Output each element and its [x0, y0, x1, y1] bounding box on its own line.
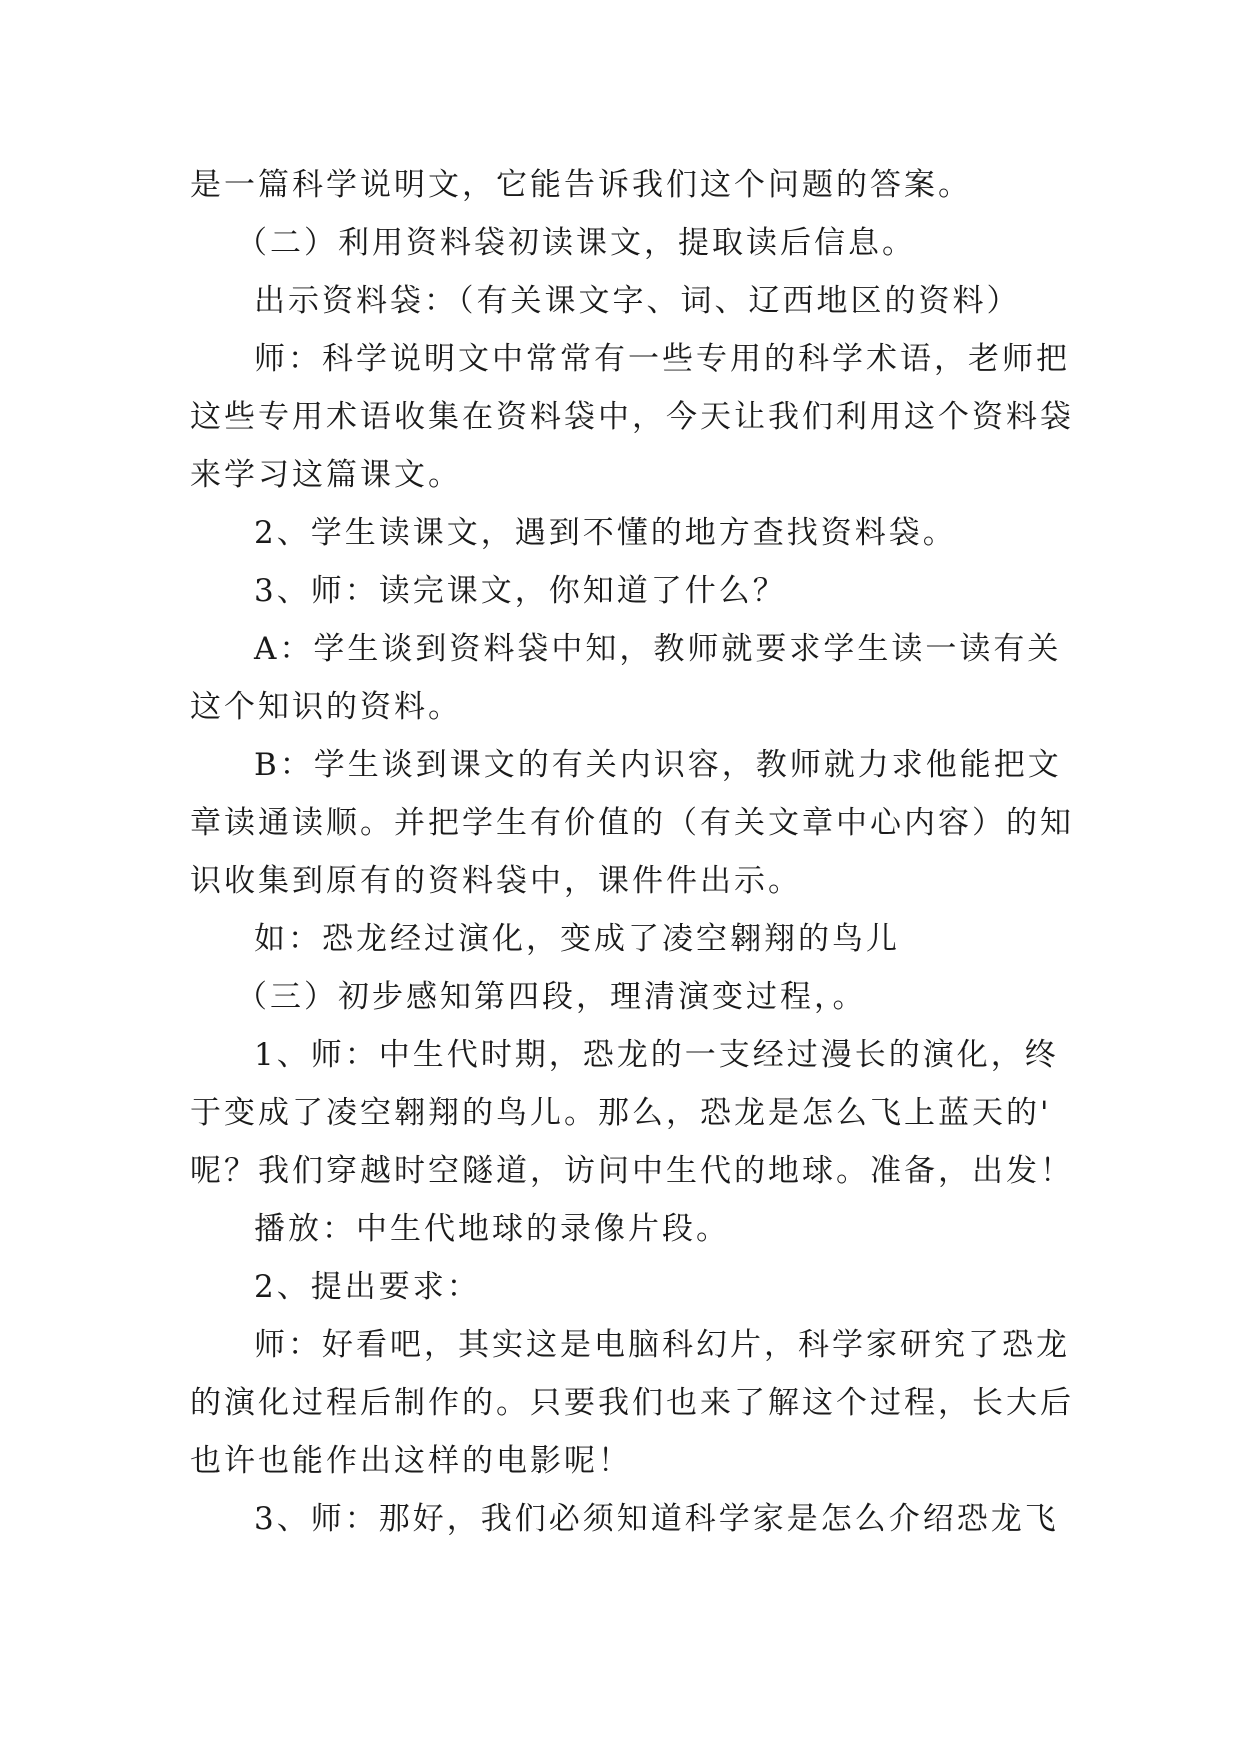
text-line: 3、师：读完课文，你知道了什么？: [254, 573, 787, 609]
text-line: 这个知识的资料。: [190, 689, 462, 725]
text-line: 1、师：中生代时期，恐龙的一支经过漫长的演化，终: [254, 1037, 1059, 1073]
section-heading: （二）利用资料袋初读课文，提取读后信息。: [236, 225, 916, 261]
text-line: 章读通读顺。并把学生有价值的（有关文章中心内容）的知: [190, 805, 1074, 841]
text-line: 识收集到原有的资料袋中，课件件出示。: [190, 863, 802, 899]
text-line: 播放：中生代地球的录像片段。: [254, 1211, 730, 1247]
text-line: A：学生谈到资料袋中知，教师就要求学生读一读有关: [254, 631, 1062, 667]
text-line: 呢？我们穿越时空隧道，访问中生代的地球。准备，出发！: [190, 1153, 1074, 1189]
text-line: 3、师：那好，我们必须知道科学家是怎么介绍恐龙飞: [254, 1501, 1059, 1537]
text-line: 如：恐龙经过演化，变成了凌空翱翔的鸟儿: [254, 921, 900, 957]
text-line: 2、学生读课文，遇到不懂的地方查找资料袋。: [254, 515, 957, 551]
text-line: 师：科学说明文中常常有一些专用的科学术语，老师把: [254, 341, 1070, 377]
text-line: 2、提出要求：: [254, 1269, 481, 1305]
text-line: 师：好看吧，其实这是电脑科幻片，科学家研究了恐龙: [254, 1327, 1070, 1363]
text-line: 出示资料袋：（有关课文字、词、辽西地区的资料）: [254, 283, 1021, 319]
section-heading: （三）初步感知第四段，理清演变过程，。: [236, 979, 867, 1015]
text-line: 这些专用术语收集在资料袋中，今天让我们利用这个资料袋: [190, 399, 1074, 435]
text-line: 也许也能作出这样的电影呢！: [190, 1443, 632, 1479]
text-line: 的演化过程后制作的。只要我们也来了解这个过程，长大后: [190, 1385, 1074, 1421]
text-line: 是一篇科学说明文，它能告诉我们这个问题的答案。: [190, 167, 972, 203]
text-line: 来学习这篇课文。: [190, 457, 462, 493]
text-line: 于变成了凌空翱翔的鸟儿。那么，恐龙是怎么飞上蓝天的': [190, 1095, 1052, 1131]
text-line: B：学生谈到课文的有关内识容，教师就力求他能把文: [254, 747, 1062, 783]
